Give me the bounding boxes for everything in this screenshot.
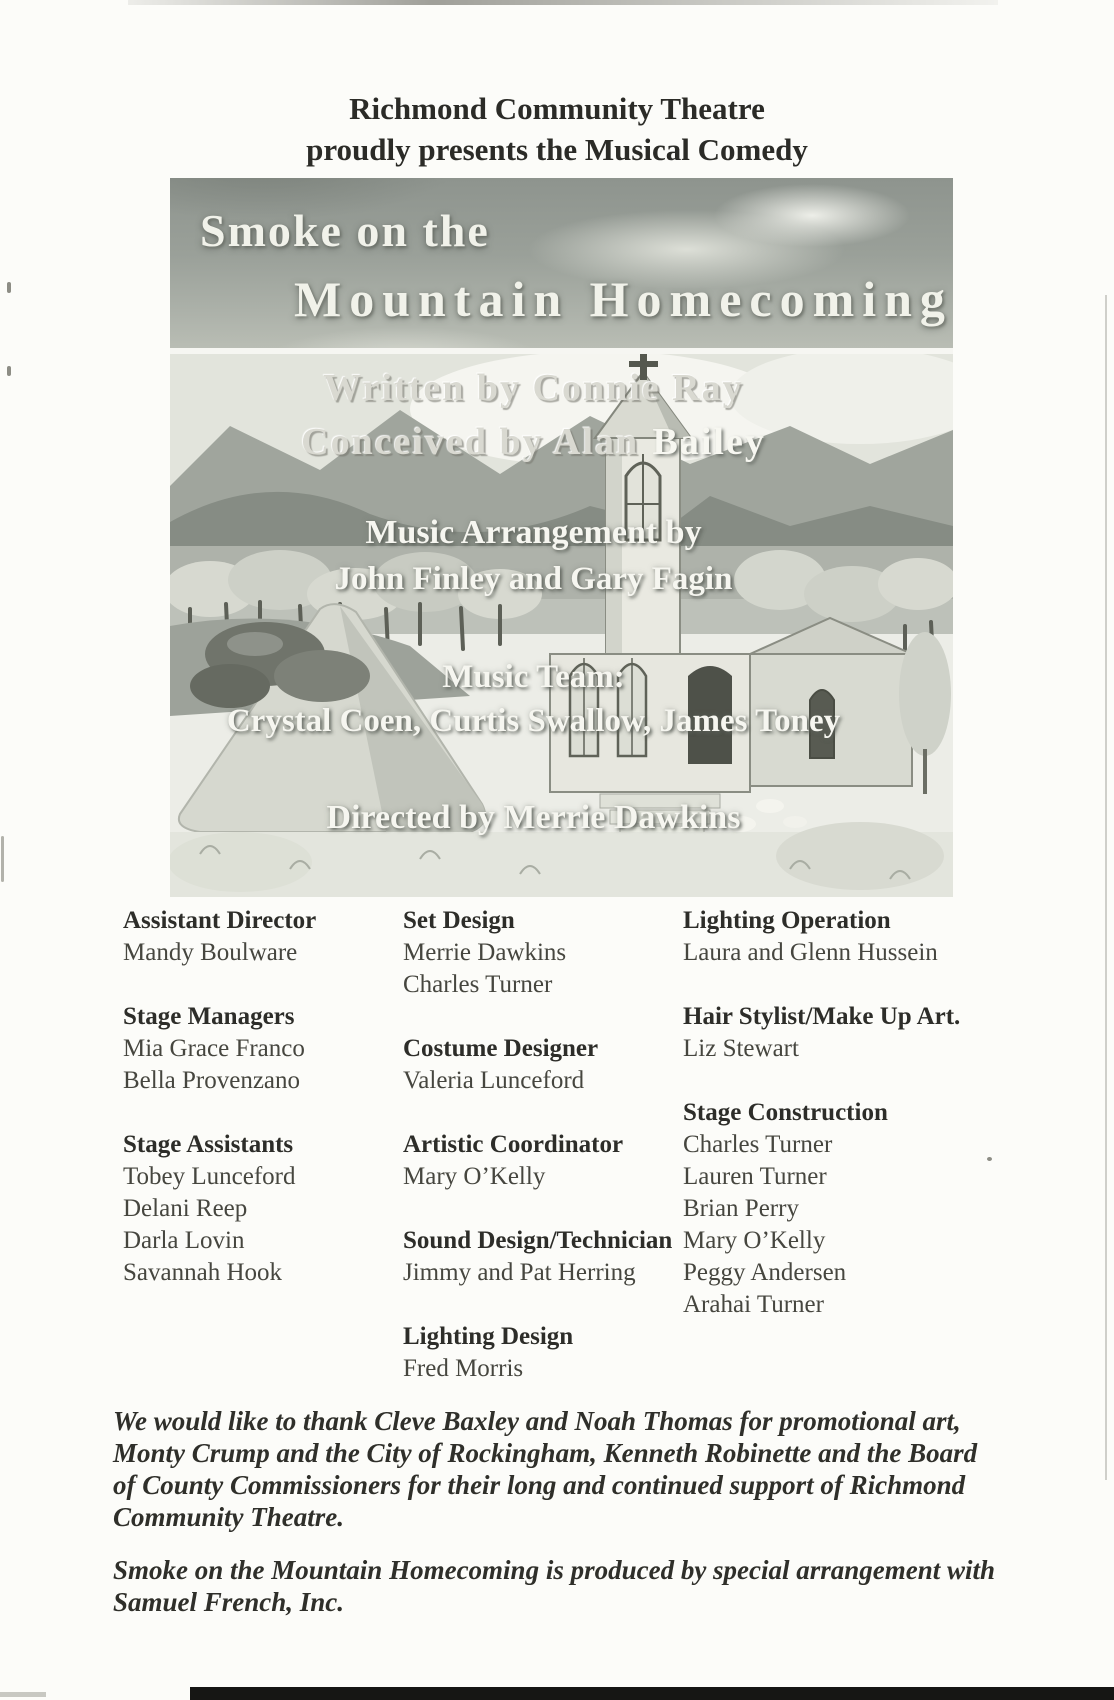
conceived-by-credit — [170, 420, 953, 464]
credit-name: Mary O’Kelly — [683, 1227, 826, 1254]
credit-name: Charles Turner — [403, 971, 553, 998]
credit-role: Costume Designer — [403, 1035, 599, 1062]
written-by-credit: Written by Connie Ray — [323, 367, 744, 409]
credit-name: Bella Provenzano — [123, 1067, 301, 1094]
credit-section — [403, 1225, 703, 1289]
credit-role: Stage Managers — [123, 1003, 295, 1030]
conceived-by-prefix: Conceived by Alan — [301, 421, 640, 463]
credit-name: Delani Reep — [123, 1195, 248, 1222]
conceived-by-name: Bailey — [652, 421, 766, 463]
credit-name: Charles Turner — [683, 1131, 833, 1158]
credit-role: Hair Stylist/Make Up Art. — [683, 1003, 961, 1030]
credit-section — [123, 905, 423, 969]
credit-role: Set Design — [403, 907, 515, 934]
music-team-names: Crystal Coen, Curtis Swallow, James Toney — [226, 703, 841, 739]
acknowledgements — [113, 1405, 997, 1639]
credit-role: Sound Design/Technician — [403, 1227, 673, 1254]
music-arrangement-names: John Finley and Gary Fagin — [334, 561, 733, 597]
show-title-line2: Mountain Homecoming — [294, 271, 953, 327]
credit-section — [403, 905, 703, 1001]
thanks-paragraph: We would like to thank Cleve Baxley and Noah Thomas for promotional art, Monty Crump and the City of Rockingham, Kenneth Robinette and the Board of County Commissioners for their long and continued support of Richmond Community Theatre. — [113, 1406, 978, 1532]
credit-name: Laura and Glenn Hussein — [683, 939, 938, 966]
credit-name: Mary O’Kelly — [403, 1163, 546, 1190]
credit-role: Stage Construction — [683, 1099, 888, 1126]
presents-line: proudly presents the Musical Comedy — [306, 132, 808, 167]
credit-section — [123, 1001, 423, 1097]
credit-section — [403, 1033, 703, 1097]
credit-name: Arahai Turner — [683, 1291, 824, 1318]
poster-scene — [170, 354, 953, 897]
theatre-name: Richmond Community Theatre — [349, 91, 765, 126]
scan-speck — [987, 1157, 992, 1161]
header — [0, 88, 1114, 170]
credit-name: Brian Perry — [683, 1195, 799, 1222]
credit-section — [683, 1001, 983, 1065]
scan-artifact-bottom-bar — [190, 1687, 1114, 1700]
credit-section — [123, 1129, 423, 1289]
credit-name: Mia Grace Franco — [123, 1035, 305, 1062]
credit-name: Merrie Dawkins — [403, 939, 567, 966]
rights-paragraph: Smoke on the Mountain Homecoming is produced by special arrangement with Samuel French, Inc. — [113, 1555, 996, 1617]
credit-name: Darla Lovin — [123, 1227, 245, 1254]
credit-section — [403, 1129, 703, 1193]
scan-artifact-top-line — [128, 0, 998, 5]
credit-section — [403, 1321, 703, 1385]
credit-name: Peggy Andersen — [683, 1259, 847, 1286]
credit-section — [683, 1097, 983, 1321]
credit-name: Jimmy and Pat Herring — [403, 1259, 636, 1286]
poster-text-overlay — [170, 354, 953, 897]
credit-section — [683, 905, 983, 969]
directed-by-credit: Directed by Merrie Dawkins — [326, 799, 741, 836]
poster-image — [170, 178, 953, 897]
credit-name: Tobey Lunceford — [123, 1163, 296, 1190]
credit-name: Fred Morris — [403, 1355, 524, 1382]
scan-speck — [1, 836, 4, 882]
scan-speck — [7, 282, 11, 293]
poster-sky-band — [170, 178, 953, 354]
scan-artifact-right-line — [1105, 295, 1107, 1480]
credit-name: Lauren Turner — [683, 1163, 827, 1190]
credit-role: Artistic Coordinator — [403, 1131, 624, 1158]
credits-column-3 — [683, 905, 983, 1353]
music-arrangement-label: Music Arrangement by — [365, 514, 702, 551]
scan-artifact-bottom-sliver — [0, 1692, 46, 1697]
show-title-line1: Smoke on the — [200, 205, 490, 256]
credit-role: Assistant Director — [123, 907, 317, 934]
credit-role: Stage Assistants — [123, 1131, 294, 1158]
credit-name: Mandy Boulware — [123, 939, 298, 966]
credits-column-2 — [403, 905, 703, 1417]
credit-name: Valeria Lunceford — [403, 1067, 585, 1094]
credit-name: Savannah Hook — [123, 1259, 282, 1286]
credit-role: Lighting Design — [403, 1323, 574, 1350]
credits-column-1 — [123, 905, 423, 1321]
credit-name: Liz Stewart — [683, 1035, 799, 1062]
credit-role: Lighting Operation — [683, 907, 891, 934]
scan-speck — [7, 366, 11, 376]
music-team-label: Music Team: — [442, 659, 625, 695]
